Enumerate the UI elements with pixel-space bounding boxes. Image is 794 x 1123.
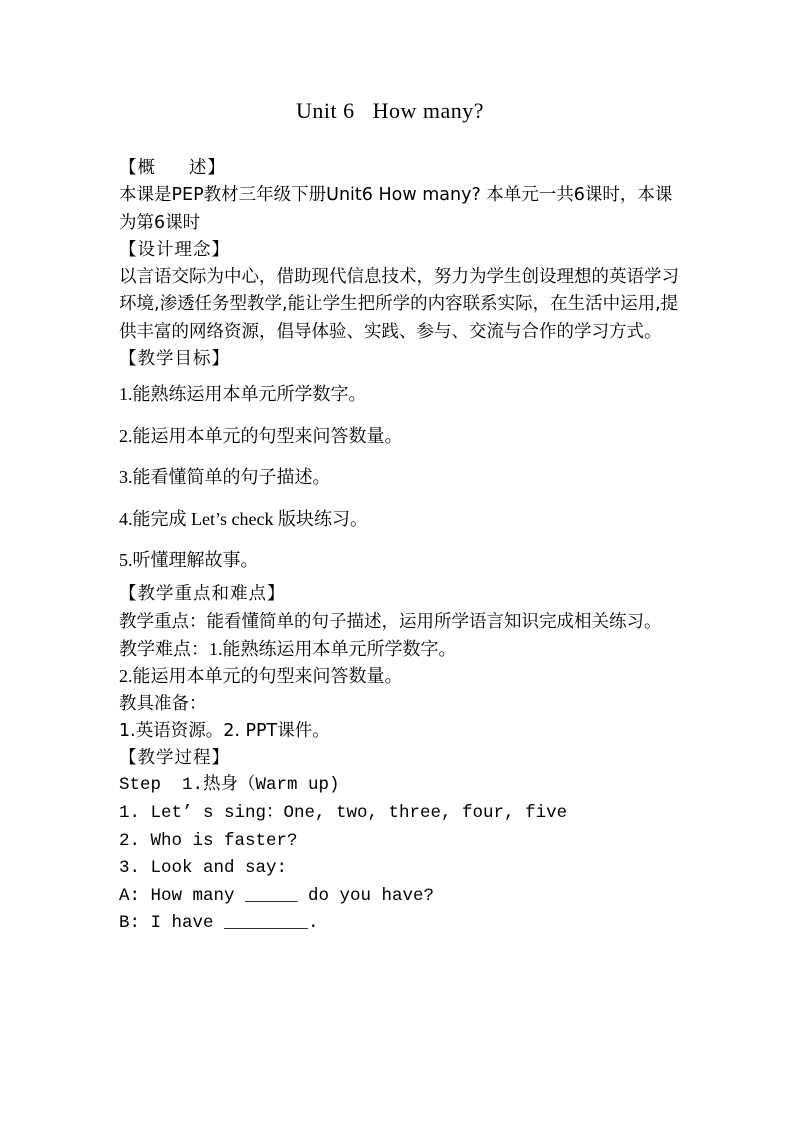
teaching-goals-heading: 【教学目标】 — [119, 349, 230, 370]
process-line: 3. Look and say: — [119, 858, 288, 879]
key-points-heading: 【教学重点和难点】 — [119, 584, 286, 605]
teaching-aids: 1.英语资源。2. PPT课件。 — [119, 720, 330, 741]
process-line: 2. Who is faster? — [119, 830, 298, 851]
goal-item: 4.能完成 Let’s check 版块练习。 — [119, 508, 368, 529]
key-point-difficulty: 教学难点：1.能熟练运用本单元所学数字。 — [119, 638, 457, 659]
goal-item: 2.能运用本单元的句型来问答数量。 — [119, 425, 403, 446]
goal-item: 5.听懂理解故事。 — [119, 550, 259, 571]
overview-text: 本课是PEP教材三年级下册Unit6 How many? 本单元一共6课时，本课为第6课时 — [119, 185, 673, 233]
design-concept-heading: 【设计理念】 — [119, 239, 230, 260]
goal-item: 3.能看懂简单的句子描述。 — [119, 467, 331, 488]
design-concept-text: 以言语交际为中心，借助现代信息技术，努力为学生创设理想的英语学习环境,渗透任务型教学,能让学生把所学的内容联系实际，在生活中运用,提供丰富的网络资源，倡导体验、实践、参与、交流与合作的学习方式。 — [119, 267, 679, 342]
document-title: Unit 6 How many? — [295, 98, 485, 123]
goal-item: 1.能熟练运用本单元所学数字。 — [119, 384, 367, 405]
process-line: B: I have ________. — [119, 913, 319, 934]
teaching-process-heading: 【教学过程】 — [119, 748, 230, 769]
teaching-goals-list — [119, 381, 681, 574]
teaching-aids-label: 教具准备： — [119, 693, 207, 714]
key-point-difficulty-2: 2.能运用本单元的句型来问答数量。 — [119, 666, 403, 687]
key-point-focus: 教学重点：能看懂简单的句子描述，运用所学语言知识完成相关练习。 — [119, 611, 662, 632]
process-line: A: How many _____ do you have? — [119, 885, 435, 906]
process-step: Step 1.热身（Warm up) — [119, 775, 340, 796]
document-body — [119, 155, 681, 938]
overview-heading: 【概 述】 — [119, 158, 226, 178]
process-line: 1. Let’ s sing：One, two, three, four, five — [119, 803, 568, 824]
